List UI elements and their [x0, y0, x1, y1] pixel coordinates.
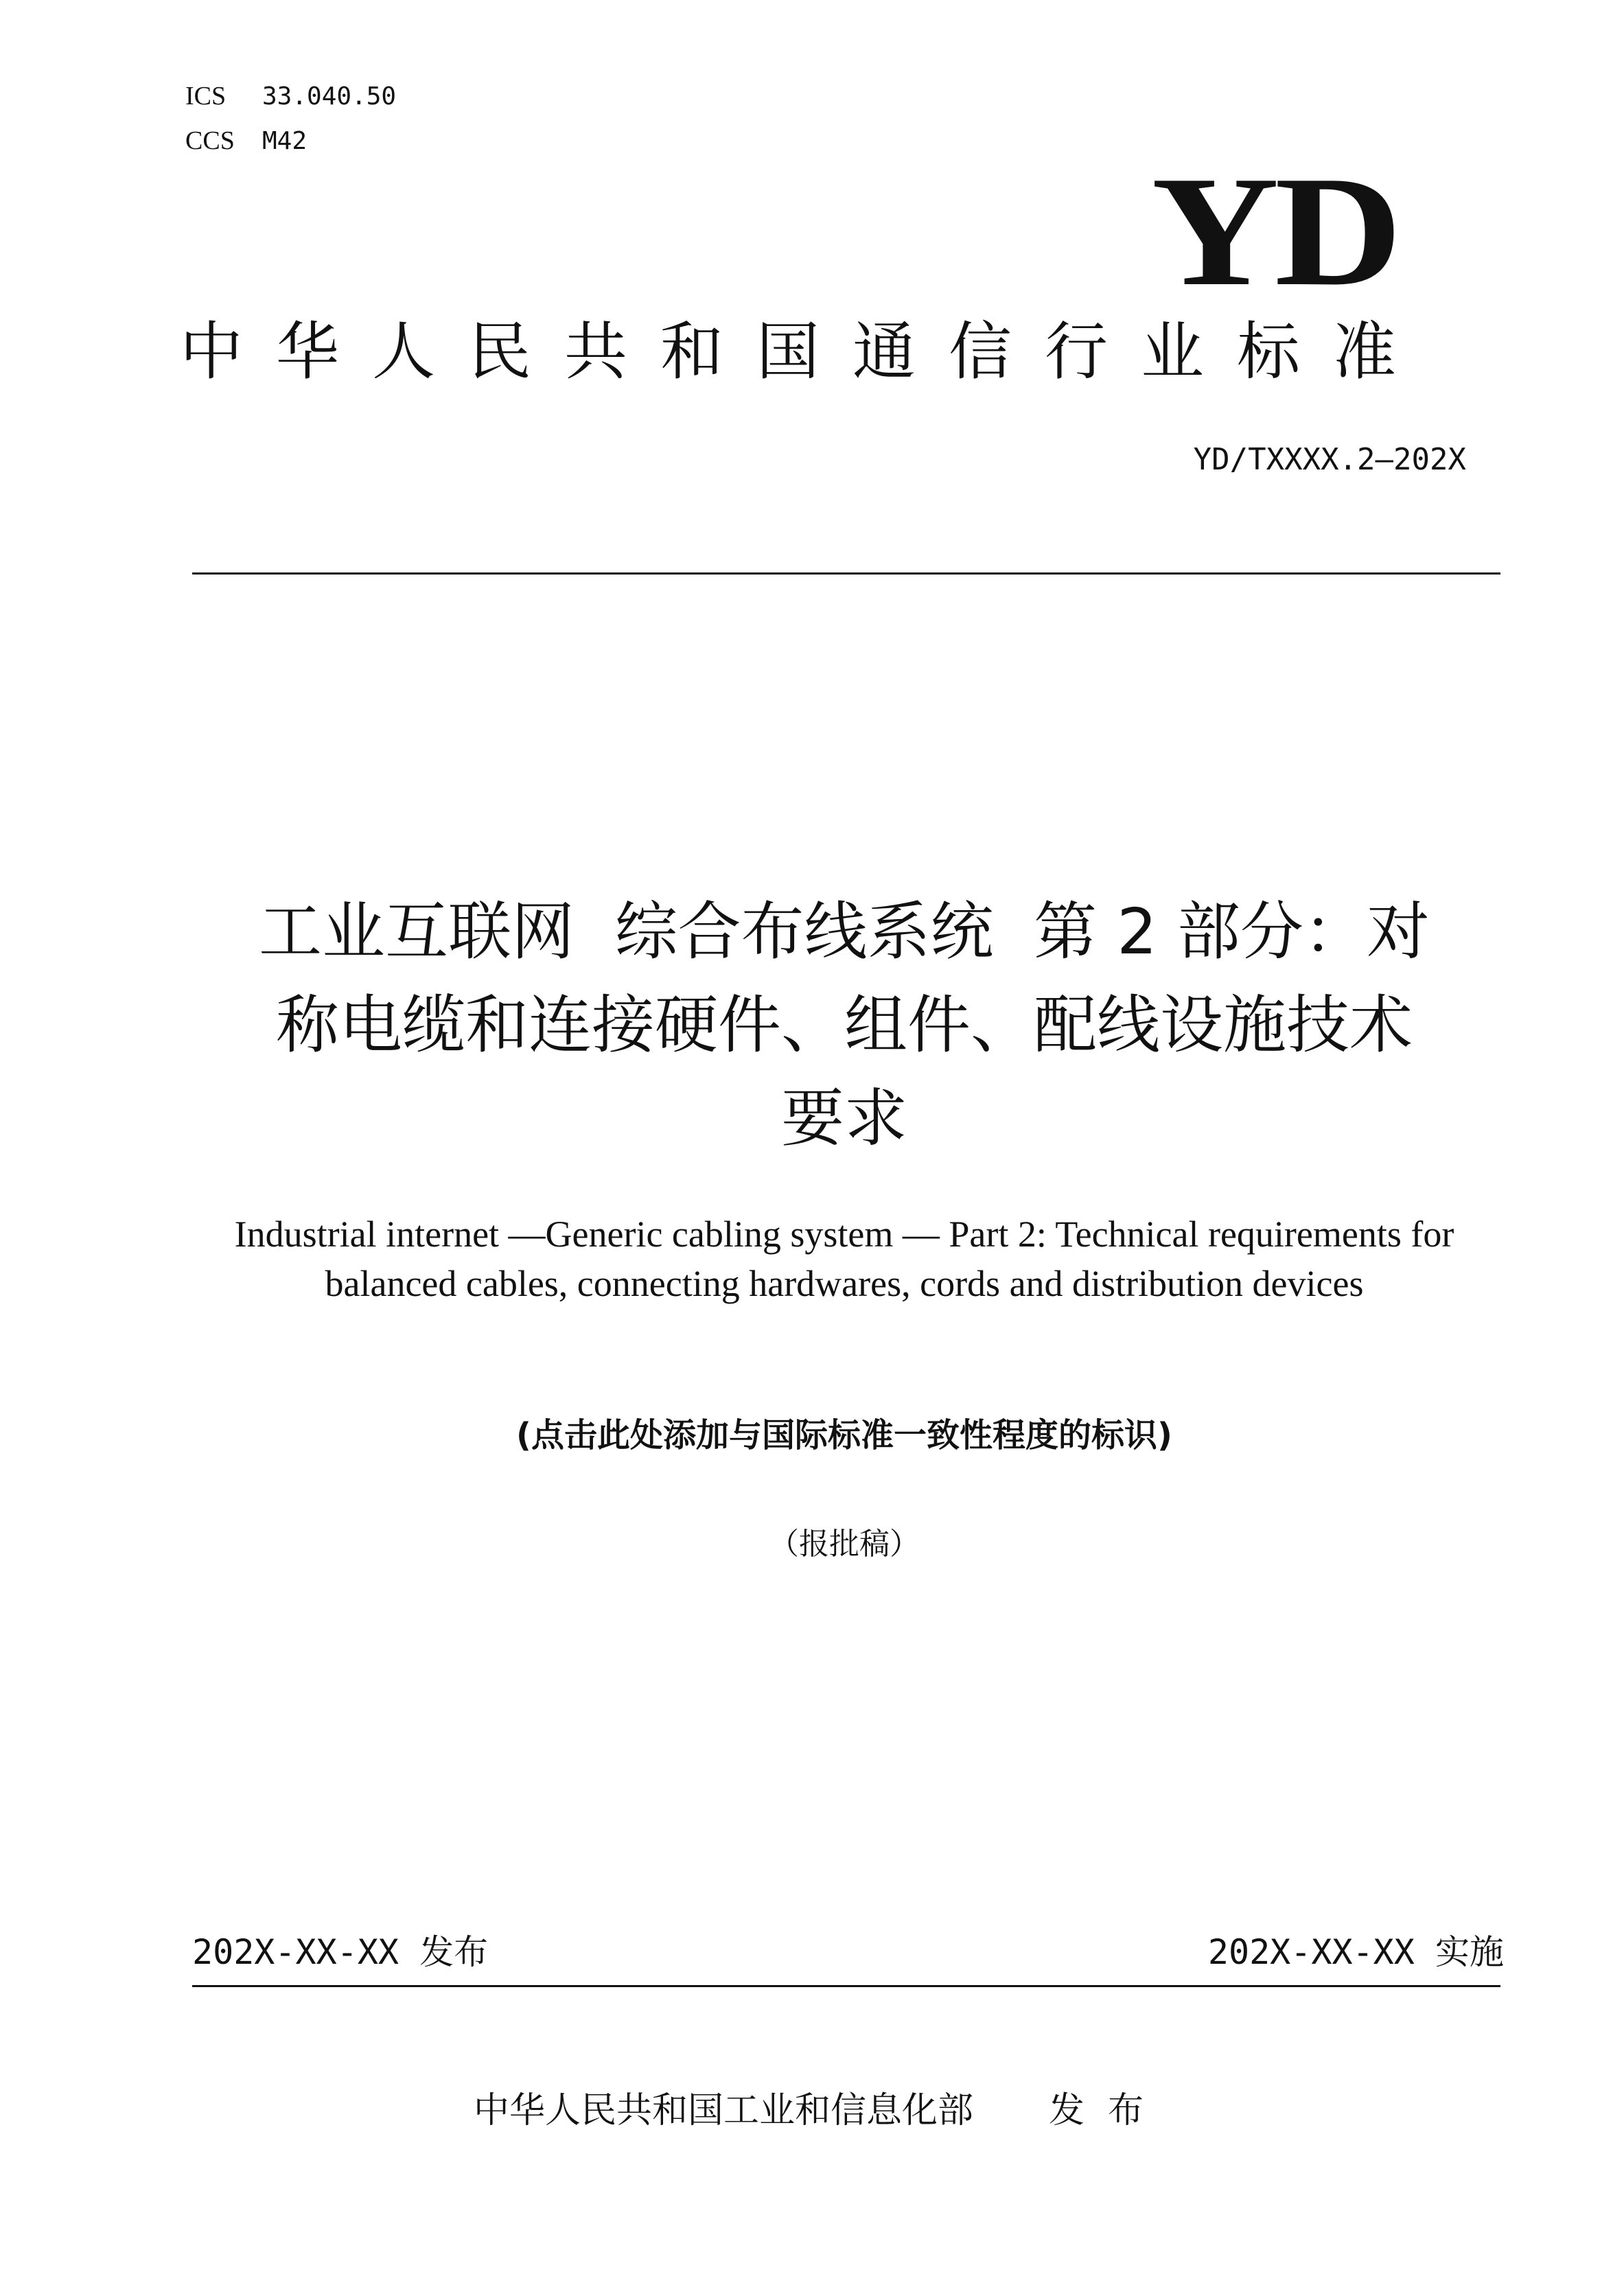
ccs-value: M42 [262, 127, 308, 155]
classification-codes [185, 74, 396, 163]
yd-logo: YD [1151, 143, 1397, 318]
implementation-date: 202X-XX-XX 实施 [1207, 1932, 1504, 1972]
chinese-title-line-2: 称电缆和连接硬件、组件、配线设施技术 [275, 988, 1413, 1062]
draft-status: （报批稿） [769, 1527, 920, 1562]
top-divider [192, 572, 1500, 575]
consistency-placeholder[interactable]: (点击此处添加与国际标准一致性程度的标识) [516, 1416, 1172, 1454]
ccs-code [185, 119, 396, 163]
english-title-line-2: balanced cables, connecting hardwares, cords and distribution devices [325, 1263, 1364, 1304]
issuer-line [474, 2087, 1167, 2135]
chinese-title-line-3: 要求 [780, 1082, 907, 1155]
issuer-action: 发布 [1049, 2090, 1168, 2131]
chinese-title [178, 885, 1510, 1166]
chinese-title-line-1: 工业互联网 综合布线系统 第 2 部分：对 [259, 895, 1430, 969]
issue-date: 202X-XX-XX 发布 [192, 1932, 489, 1972]
standard-type-heading: 中华人民共和国通信行业标准 [180, 315, 1430, 389]
ics-code [185, 74, 396, 119]
ics-value: 33.040.50 [262, 82, 397, 111]
english-title-line-1: Industrial internet —Generic cabling system — Part 2: Technical requirements for [234, 1214, 1454, 1255]
standard-number: YD/TXXXX.2—202X [1193, 442, 1466, 477]
ics-label: ICS [185, 82, 227, 111]
bottom-divider [192, 1985, 1500, 1987]
english-title [178, 1209, 1510, 1308]
ccs-label: CCS [185, 126, 235, 155]
issuer-name: 中华人民共和国工业和信息化部 [474, 2090, 974, 2131]
